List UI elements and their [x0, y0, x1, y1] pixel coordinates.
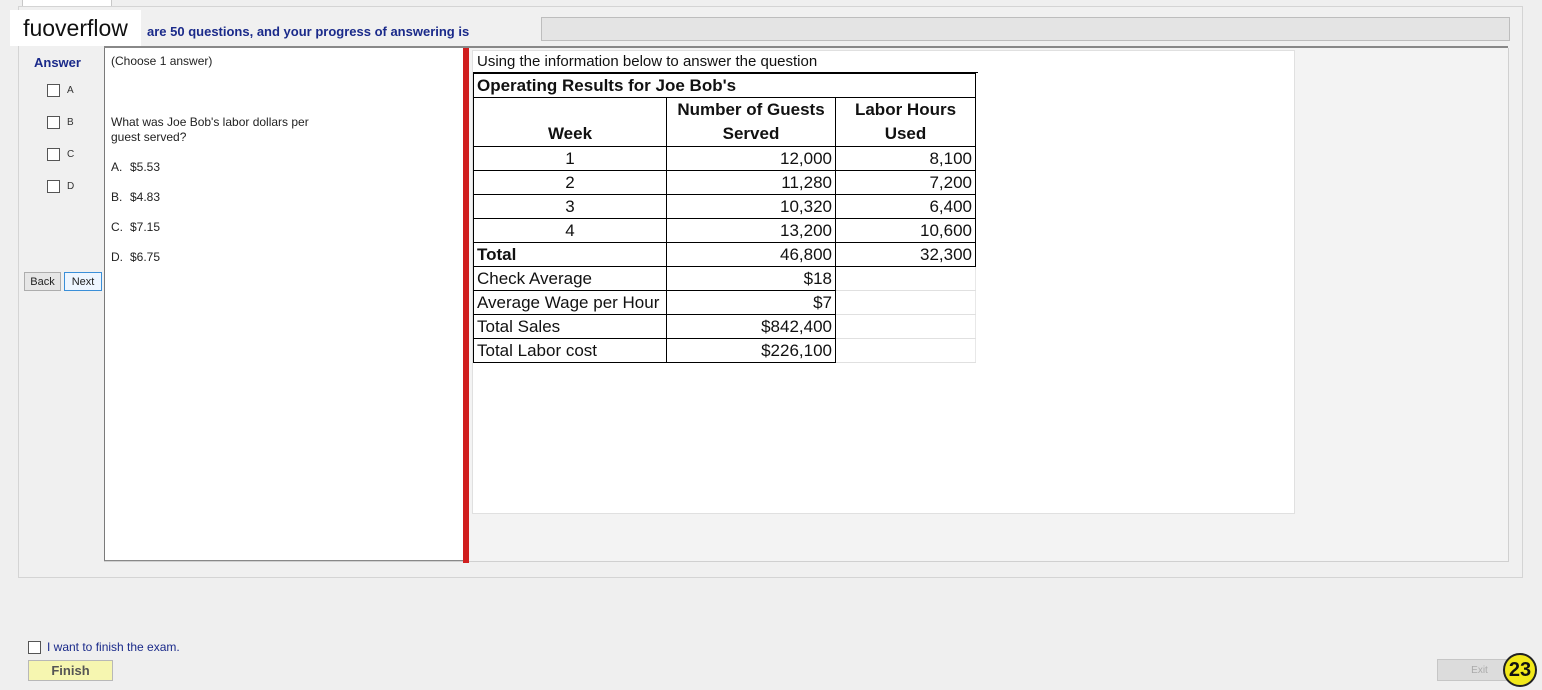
- table-row: [474, 267, 976, 291]
- header-hours: Labor Hours Used: [836, 98, 976, 147]
- row-label: Average Wage per Hour: [474, 291, 667, 315]
- table-row: [474, 219, 976, 243]
- brand-watermark: fuoverflow: [10, 10, 141, 46]
- progress-bar: [541, 17, 1510, 41]
- empty-cell: [836, 339, 976, 363]
- sheet-caption-text: Using the information below to answer the question: [477, 53, 818, 70]
- finish-button[interactable]: Finish: [28, 660, 113, 681]
- table-row: [474, 171, 976, 195]
- exit-button[interactable]: Exit: [1437, 659, 1522, 681]
- cell-guests: 13,200: [667, 219, 836, 243]
- question-panel: [104, 48, 463, 561]
- cell-week: 2: [474, 171, 667, 195]
- operating-results-table: [473, 73, 976, 363]
- choice-a: [111, 160, 160, 174]
- total-row: [474, 243, 976, 267]
- progress-text: are 50 questions, and your progress of answering is: [147, 24, 470, 39]
- cell-hours: 6,400: [836, 195, 976, 219]
- cell-hours: 10,600: [836, 219, 976, 243]
- sheet-caption: [473, 51, 978, 73]
- answer-option-a[interactable]: [47, 84, 74, 97]
- panel-splitter[interactable]: [463, 48, 469, 563]
- answer-c-label: C: [67, 149, 75, 160]
- cell-week: 1: [474, 147, 667, 171]
- header-week: Week: [474, 98, 667, 147]
- table-row: [474, 291, 976, 315]
- answer-a-checkbox[interactable]: [47, 84, 60, 97]
- answer-a-label: A: [67, 85, 74, 96]
- cell-hours: 8,100: [836, 147, 976, 171]
- cell-hours: 7,200: [836, 171, 976, 195]
- choice-b-letter: B.: [111, 190, 123, 204]
- header-guests: Number of Guests Served: [667, 98, 836, 147]
- empty-cell: [836, 291, 976, 315]
- choice-b-text: $4.83: [130, 190, 161, 204]
- answer-b-checkbox[interactable]: [47, 116, 60, 129]
- finish-exam-checkbox[interactable]: [28, 641, 41, 654]
- table-row: [474, 195, 976, 219]
- row-value: $18: [667, 267, 836, 291]
- table-row: [474, 339, 976, 363]
- row-value: $842,400: [667, 315, 836, 339]
- row-label: Check Average: [474, 267, 667, 291]
- empty-cell: [836, 315, 976, 339]
- total-guests: 46,800: [667, 243, 836, 267]
- answer-option-b[interactable]: [47, 116, 74, 129]
- cell-week: 4: [474, 219, 667, 243]
- choice-c: [111, 220, 160, 234]
- finish-exam-label: I want to finish the exam.: [47, 640, 180, 654]
- question-instruction: (Choose 1 answer): [111, 54, 213, 68]
- table-header-row: [474, 98, 976, 147]
- cell-guests: 10,320: [667, 195, 836, 219]
- row-value: $7: [667, 291, 836, 315]
- empty-cell: [836, 267, 976, 291]
- next-button[interactable]: Next: [64, 272, 102, 291]
- cell-week: 3: [474, 195, 667, 219]
- choice-a-letter: A.: [111, 160, 123, 174]
- choice-d-text: $6.75: [130, 250, 161, 264]
- row-label: Total Labor cost: [474, 339, 667, 363]
- question-number-badge: 23: [1503, 653, 1537, 687]
- row-value: $226,100: [667, 339, 836, 363]
- answer-c-checkbox[interactable]: [47, 148, 60, 161]
- table-row: [474, 147, 976, 171]
- question-text: What was Joe Bob's labor dollars per guest served?: [111, 115, 309, 144]
- answer-b-label: B: [67, 117, 74, 128]
- sheet-title: Operating Results for Joe Bob's: [474, 74, 976, 98]
- answer-option-d[interactable]: [47, 180, 74, 193]
- cell-guests: 11,280: [667, 171, 836, 195]
- answer-option-c[interactable]: [47, 148, 74, 161]
- answer-d-label: D: [67, 181, 75, 192]
- choice-c-letter: C.: [111, 220, 123, 234]
- answer-d-checkbox[interactable]: [47, 180, 60, 193]
- choice-a-text: $5.53: [130, 160, 161, 174]
- choice-b: [111, 190, 160, 204]
- choice-d-letter: D.: [111, 250, 123, 264]
- finish-exam-checkbox-row[interactable]: [28, 640, 180, 654]
- choice-c-text: $7.15: [130, 220, 161, 234]
- table-row: [474, 315, 976, 339]
- total-hours: 32,300: [836, 243, 976, 267]
- choice-d: [111, 250, 160, 264]
- answer-heading: Answer: [34, 55, 81, 70]
- total-label: Total: [474, 243, 667, 267]
- back-button[interactable]: Back: [24, 272, 61, 291]
- row-label: Total Sales: [474, 315, 667, 339]
- spreadsheet-image: [473, 51, 978, 363]
- cell-guests: 12,000: [667, 147, 836, 171]
